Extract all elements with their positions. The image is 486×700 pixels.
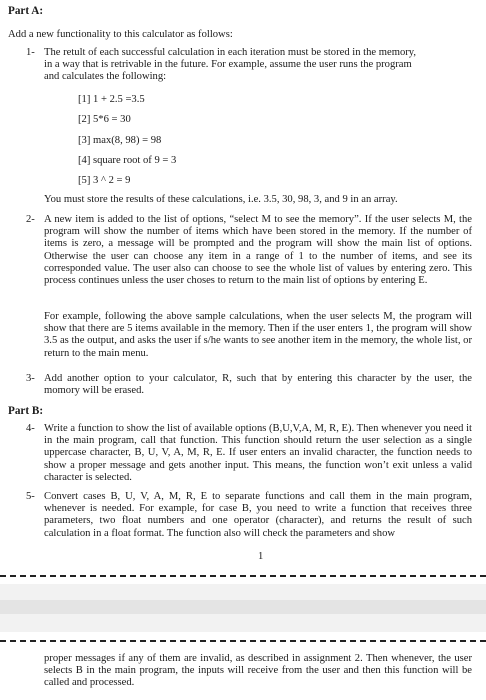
part-a-intro: Add a new functionality to this calculator as follows:	[8, 29, 233, 40]
part-a-heading: Part A:	[8, 5, 44, 17]
item-5-continuation: proper messages if any of them are invalid, as described in assignment 2. Then whenever, the user selects B in the main program, the inputs will receive from the user and then this function will be called and processed.	[44, 653, 472, 689]
page-break-divider-top	[0, 575, 486, 577]
example-2: [2] 5*6 = 30	[78, 114, 131, 125]
page-number: 1	[258, 551, 264, 562]
example-4: [4] square root of 9 = 3	[78, 155, 177, 166]
item-4-text: Write a function to show the list of available options (B,U,V,A, M, R, E). Then whenever you need it in the main program, call that function. This function should return the user selection as a single uppercase character, B, U, V, A, M, R, E. If user enters an invalid character, the function needs to show a proper message and gets another input. This means, the function won’t exit unless a valid character is selected.	[44, 423, 472, 483]
item-3-number: 3-	[26, 373, 35, 384]
item-2-paragraph-2: For example, following the above sample calculations, when the user selects M, the program will show that there are 5 items available in the memory. Then if the user enters 1, the program will show 3.5 as the output, and asks the user if s/he wants to see another item in the memory, the whole list, or return to the main menu.	[44, 311, 472, 359]
item-2-paragraph-1: A new item is added to the list of options, “select M to see the memory”. If the user selects M, the program will show the number of items which have been stored in the memory. If the number of items is zero, a message will be prompted and the program will show the main list of options. Otherwise the user can choose any item in a range of 1 to the number of items, and see its corresponded value. The user also can choose to see the whole list of values by entering zero. This process continues unless the user choses to return to the main list of options by entering E.	[44, 214, 472, 287]
item-1-line-3: and calculates the following:	[44, 71, 167, 82]
item-1-closing: You must store the results of these calculations, i.e. 3.5, 30, 98, 3, and 9 in an array.	[44, 194, 398, 205]
part-b-heading: Part B:	[8, 405, 44, 417]
item-5-text: Convert cases B, U, V, A, M, R, E to separate functions and call them in the main program, whenever is needed. For example, for case B, you need to write a function that receives three parameters, two float numbers and one operator (character), and returns the result of such calculation in a float format. The function also will check the parameters and show	[44, 491, 472, 539]
item-2-number: 2-	[26, 214, 35, 225]
example-3: [3] max(8, 98) = 98	[78, 135, 162, 146]
item-4-number: 4-	[26, 423, 35, 434]
page-gap-band	[0, 600, 486, 614]
item-3-text: Add another option to your calculator, R, such that by entering this character by the user, the momory will be erased.	[44, 373, 472, 397]
example-1: [1] 1 + 2.5 =3.5	[78, 94, 145, 105]
item-1-number: 1-	[26, 47, 35, 58]
example-5: [5] 3 ^ 2 = 9	[78, 175, 131, 186]
item-1-line-1: The retult of each successful calculation in each iteration must be stored in the memory,	[44, 47, 417, 58]
item-5-number: 5-	[26, 491, 35, 502]
page-break-divider-bottom	[0, 640, 486, 642]
item-1-line-2: in a way that is retrivable in the future. For example, assume the user runs the program	[44, 59, 412, 70]
